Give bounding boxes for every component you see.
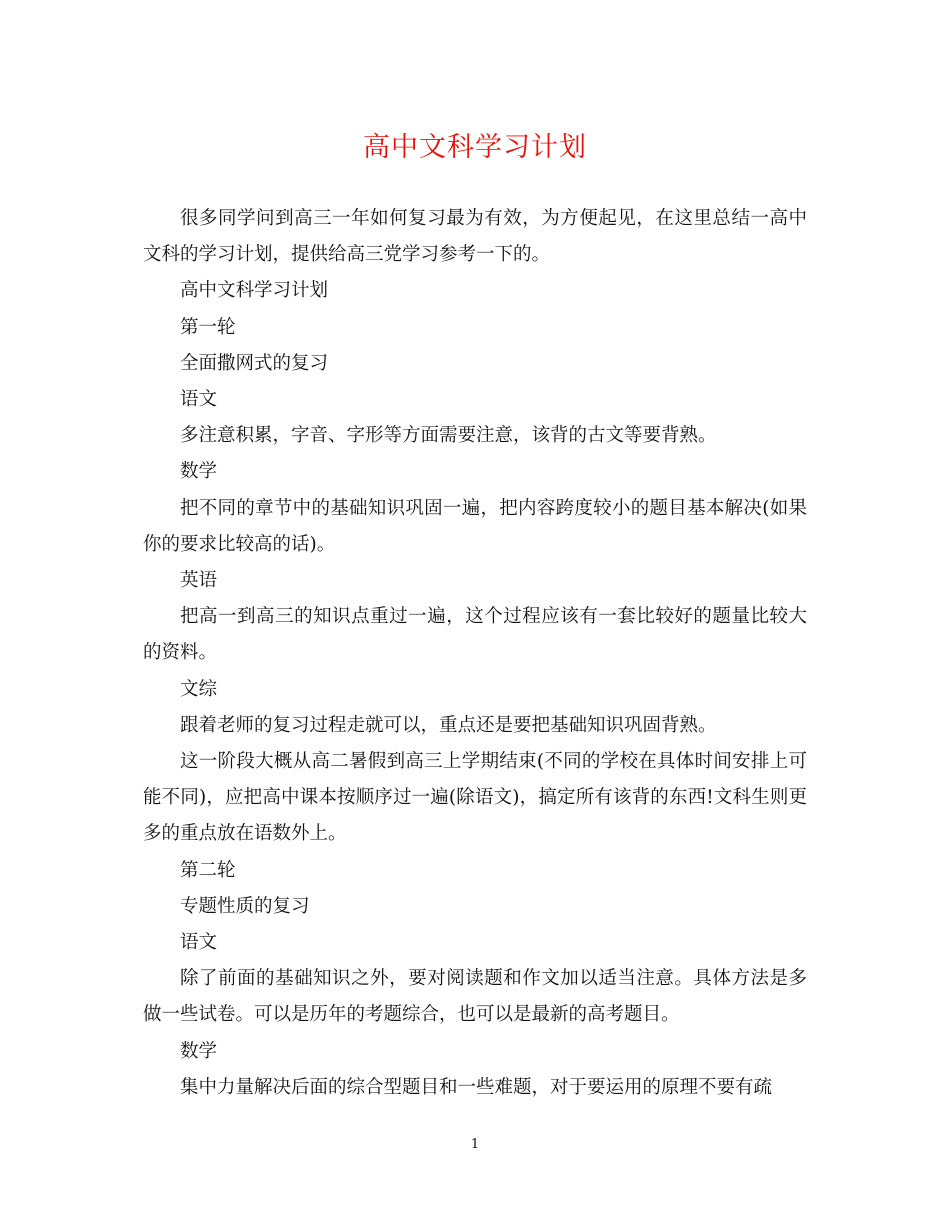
paragraph-math-heading-2: 数学	[180, 1040, 218, 1062]
paragraph-intro: 很多同学问到高三一年如何复习最为有效，为方便起见，在这里总结一高中文科的学习计划，提供给高三党学习参考一下的。	[143, 208, 807, 266]
paragraph-round-one-subtitle: 全面撒网式的复习	[180, 352, 329, 374]
paragraph-round-one: 第一轮	[180, 316, 236, 338]
document-body	[143, 201, 807, 1106]
paragraph-chinese-text-2: 除了前面的基础知识之外，要对阅读题和作文加以适当注意。具体方法是多做一些试卷。可以是历年的考题综合，也可以是最新的高考题目。	[143, 968, 807, 1026]
paragraph-round-two: 第二轮	[180, 859, 236, 881]
paragraph-english-text: 把高一到高三的知识点重过一遍，这个过程应该有一套比较好的题量比较大的资料。	[143, 606, 807, 664]
paragraph-math-text-2: 集中力量解决后面的综合型题目和一些难题，对于要运用的原理不要有疏	[180, 1076, 773, 1098]
page-number: 1	[470, 1137, 480, 1152]
paragraph-liberal-arts-heading: 文综	[180, 678, 218, 700]
paragraph-math-heading: 数学	[180, 461, 218, 483]
paragraph-english-heading: 英语	[180, 570, 218, 592]
paragraph-math-text: 把不同的章节中的基础知识巩固一遍，把内容跨度较小的题目基本解决(如果你的要求比较高的话)。	[143, 497, 807, 555]
paragraph-stage-summary: 这一阶段大概从高二暑假到高三上学期结束(不同的学校在具体时间安排上可能不同)，应把高中课本按顺序过一遍(除语文)，搞定所有该背的东西!文科生则更多的重点放在语数外上。	[143, 751, 807, 845]
paragraph-liberal-arts-text: 跟着老师的复习过程走就可以，重点还是要把基础知识巩固背熟。	[180, 714, 717, 736]
paragraph-chinese-text: 多注意积累，字音、字形等方面需要注意，该背的古文等要背熟。	[180, 425, 717, 447]
paragraph-chinese-heading: 语文	[180, 389, 218, 411]
document-title: 高中文科学习计划	[363, 132, 587, 163]
paragraph-chinese-heading-2: 语文	[180, 932, 218, 954]
paragraph-round-two-subtitle: 专题性质的复习	[180, 895, 310, 917]
paragraph-plan-heading: 高中文科学习计划	[180, 280, 329, 302]
